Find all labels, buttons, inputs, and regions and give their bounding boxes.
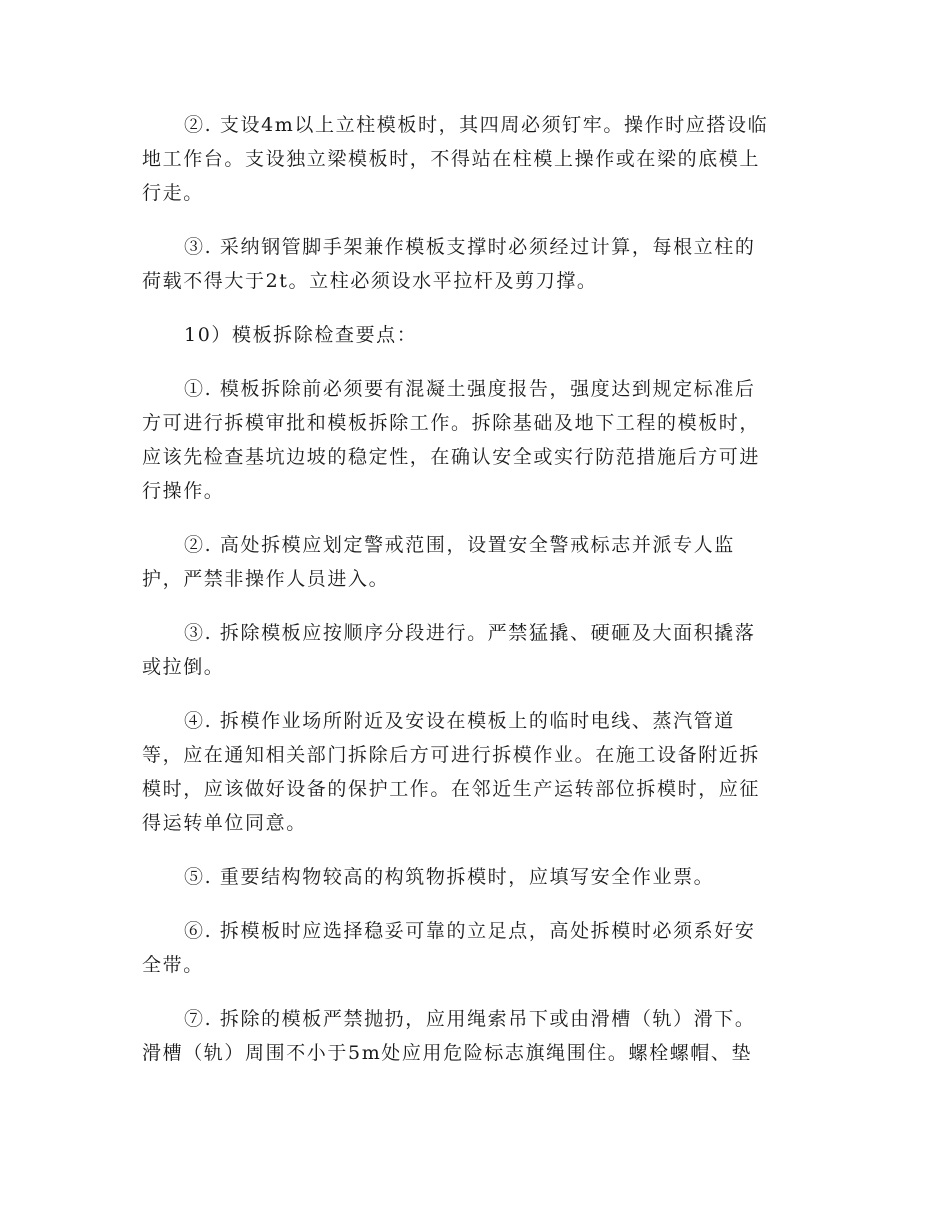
paragraph-removal-item-7 bbox=[142, 1002, 798, 1070]
paragraph-removal-item-1 bbox=[142, 372, 798, 508]
paragraph-line: 得运转单位同意。 bbox=[142, 812, 307, 834]
paragraph-line: ②. 高处拆模应划定警戒范围，设置安全警戒标志并派专人监 bbox=[184, 534, 735, 556]
paragraph-item-3-steel-scaffold bbox=[142, 230, 798, 298]
paragraph-line: 模时，应该做好设备的保护工作。在邻近生产运转部位拆模时，应征 bbox=[142, 778, 761, 800]
section-heading: 10）模板拆除检查要点： bbox=[184, 324, 418, 346]
paragraph-line: ③. 采纳钢管脚手架兼作模板支撑时必须经过计算，每根立柱的 bbox=[184, 236, 756, 258]
paragraph-line: ⑤. 重要结构物较高的构筑物拆模时，应填写安全作业票。 bbox=[184, 866, 715, 888]
paragraph-line: 滑槽（轨）周围不小于5m处应用危险标志旗绳围住。螺栓螺帽、垫 bbox=[142, 1042, 753, 1064]
paragraph-line: ⑦. 拆除的模板严禁抛扔，应用绳索吊下或由滑槽（轨）滑下。 bbox=[184, 1008, 756, 1030]
paragraph-removal-item-4 bbox=[142, 704, 798, 840]
paragraph-line: 等，应在通知相关部门拆除后方可进行拆模作业。在施工设备附近拆 bbox=[142, 744, 761, 766]
paragraph-line: 或拉倒。 bbox=[142, 656, 225, 678]
paragraph-removal-item-5 bbox=[142, 860, 798, 894]
paragraph-line: 护，严禁非操作人员进入。 bbox=[142, 568, 390, 590]
paragraph-item-2-formwork-support bbox=[142, 108, 798, 210]
paragraph-line: 行走。 bbox=[142, 182, 204, 204]
paragraph-removal-item-3 bbox=[142, 616, 798, 684]
paragraph-line: ③. 拆除模板应按顺序分段进行。严禁猛撬、硬砸及大面积撬落 bbox=[184, 622, 756, 644]
paragraph-line: 应该先检查基坑边坡的稳定性，在确认安全或实行防范措施后方可进 bbox=[142, 446, 761, 468]
paragraph-line: 荷载不得大于2t。立柱必须设水平拉杆及剪刀撑。 bbox=[142, 270, 598, 292]
section-heading-formwork-removal bbox=[142, 318, 798, 352]
paragraph-line: 行操作。 bbox=[142, 480, 225, 502]
paragraph-removal-item-6 bbox=[142, 914, 798, 982]
paragraph-line: 全带。 bbox=[142, 954, 204, 976]
paragraph-line: ②. 支设4m以上立柱模板时，其四周必须钉牢。操作时应搭设临 bbox=[184, 114, 769, 136]
paragraph-line: ④. 拆模作业场所附近及安设在模板上的临时电线、蒸汽管道 bbox=[184, 710, 735, 732]
paragraph-line: 地工作台。支设独立梁模板时，不得站在柱模上操作或在梁的底模上 bbox=[142, 148, 761, 170]
document-body bbox=[142, 108, 798, 1090]
paragraph-line: 方可进行拆模审批和模板拆除工作。拆除基础及地下工程的模板时， bbox=[142, 412, 761, 434]
paragraph-line: ⑥. 拆模板时应选择稳妥可靠的立足点，高处拆模时必须系好安 bbox=[184, 920, 756, 942]
paragraph-removal-item-2 bbox=[142, 528, 798, 596]
paragraph-line: ①. 模板拆除前必须要有混凝土强度报告，强度达到规定标准后 bbox=[184, 378, 756, 400]
